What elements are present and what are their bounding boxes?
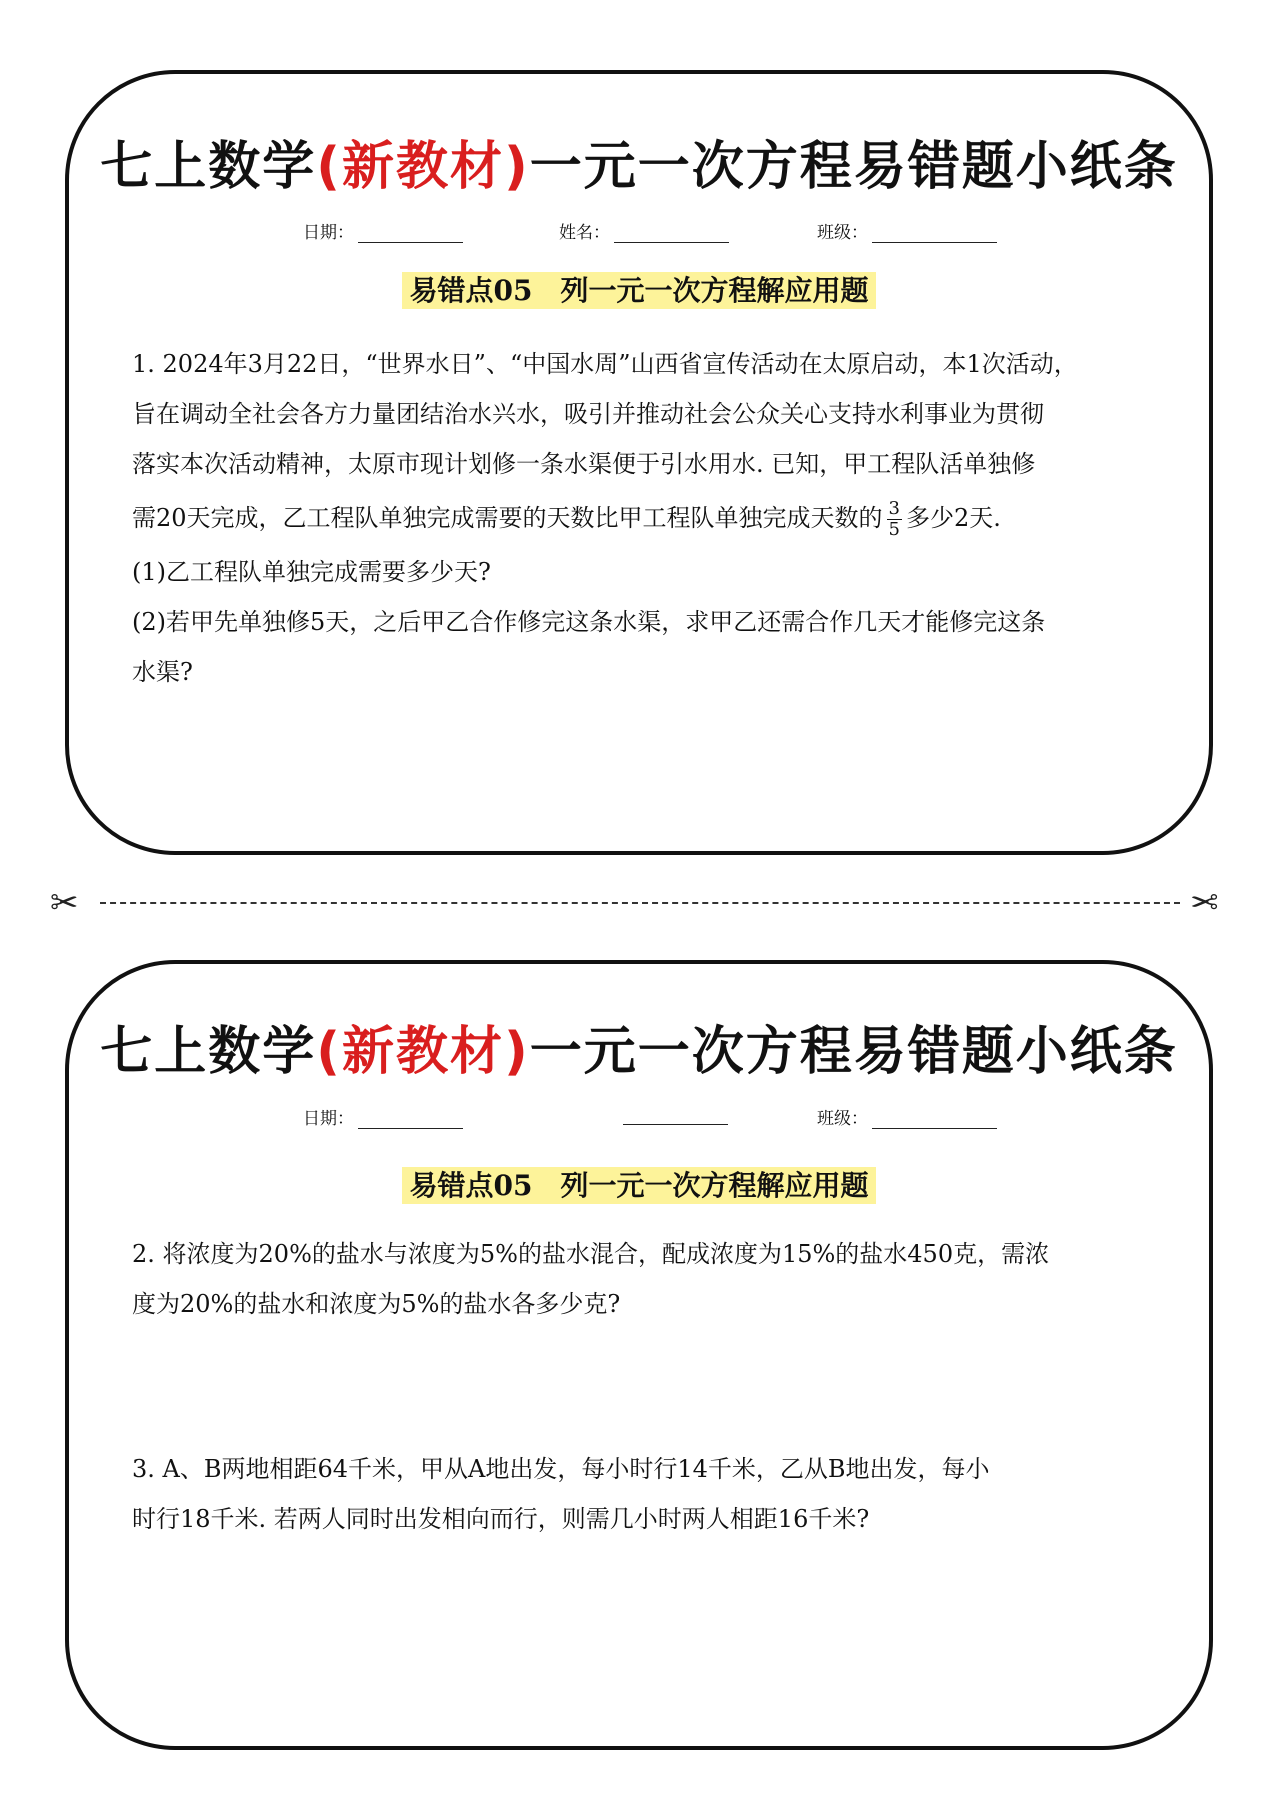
class-field: [817, 218, 997, 243]
fraction-numerator: 3: [888, 498, 900, 519]
note-card-1: [65, 70, 1213, 855]
date-label: 日期：: [303, 1109, 354, 1129]
date-blank[interactable]: [358, 222, 463, 243]
date-label: 日期：: [303, 223, 354, 243]
question-2: [132, 1229, 1157, 1329]
title-part-c: 一元一次方程易错题小纸条: [529, 1022, 1178, 1082]
q3-line: 时行18千米. 若两人同时出发相向而行，则需几小时两人相距16千米?: [132, 1505, 870, 1533]
date-blank[interactable]: [358, 1108, 463, 1129]
name-field: [559, 218, 729, 243]
date-field: [303, 1104, 463, 1129]
q1-subquestion-1: (1)乙工程队单独完成需要多少天?: [132, 558, 491, 586]
title-part-a: 七上数学: [100, 137, 317, 197]
q3-line: 3. A、B两地相距64千米，甲从A地出发，每小时行14千米，乙从B地出发，每小: [132, 1455, 990, 1483]
q2-line: 2. 将浓度为20%的盐水与浓度为5%的盐水混合，配成浓度为15%的盐水450克，需浓: [132, 1240, 1050, 1268]
class-label: 班级：: [817, 223, 868, 243]
q2-line: 度为20%的盐水和浓度为5%的盐水各多少克?: [132, 1290, 621, 1318]
question-1: [132, 339, 1157, 697]
cut-line: [100, 902, 1180, 904]
card-title: [69, 124, 1209, 199]
section-heading: [69, 269, 1209, 309]
title-highlight: (新教材): [316, 1022, 530, 1082]
class-blank[interactable]: [872, 222, 997, 243]
scissors-icon: ✂: [50, 883, 79, 923]
section-heading: [69, 1164, 1209, 1204]
q1-line: 旨在调动全社会各方力量团结治水兴水，吸引并推动社会公众关心支持水利事业为贯彻: [132, 400, 1044, 428]
name-blank[interactable]: [614, 222, 729, 243]
q1-line4-tail: 多少2天.: [906, 504, 1001, 532]
q1-subquestion-2-cont: 水渠?: [132, 658, 193, 686]
note-card-2: [65, 960, 1213, 1750]
card-title: [69, 1009, 1209, 1084]
q1-line: 1. 2024年3月22日，“世界水日”、“中国水周”山西省宣传活动在太原启动，本1次活动，: [132, 350, 1078, 378]
fraction-denominator: 5: [888, 519, 900, 540]
class-blank[interactable]: [872, 1108, 997, 1129]
scissors-icon: ✂: [1190, 883, 1219, 923]
q1-line: 落实本次活动精神，太原市现计划修一条水渠便于引水用水. 已知，甲工程队活单独修: [132, 450, 1036, 478]
q1-line: [132, 489, 1157, 547]
name-blank[interactable]: [623, 1104, 728, 1125]
class-field: [817, 1104, 997, 1129]
name-field: [619, 1104, 728, 1125]
fraction: [887, 499, 902, 540]
q1-subquestion-2: (2)若甲先单独修5天，之后甲乙合作修完这条水渠，求甲乙还需合作几天才能修完这条: [132, 608, 1046, 636]
title-highlight: (新教材): [316, 137, 530, 197]
date-field: [303, 218, 463, 243]
q1-line4-text: 需20天完成，乙工程队单独完成需要的天数比甲工程队单独完成天数的: [132, 504, 883, 532]
name-label: 姓名：: [559, 223, 610, 243]
title-part-a: 七上数学: [100, 1022, 317, 1082]
info-row: [69, 218, 1209, 248]
section-heading-text: 易错点05 列一元一次方程解应用题: [402, 272, 877, 309]
section-heading-text: 易错点05 列一元一次方程解应用题: [402, 1167, 877, 1204]
question-3: [132, 1444, 1157, 1544]
title-part-c: 一元一次方程易错题小纸条: [529, 137, 1178, 197]
class-label: 班级：: [817, 1109, 868, 1129]
info-row: [69, 1104, 1209, 1134]
